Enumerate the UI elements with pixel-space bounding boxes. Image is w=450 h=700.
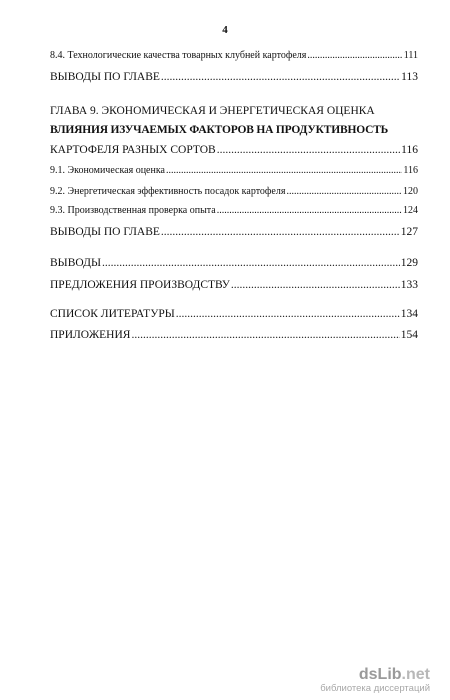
toc-leader-dots — [131, 329, 399, 341]
toc-entry-page: 129 — [400, 257, 418, 269]
toc-entry-page: 127 — [400, 226, 418, 238]
toc-entry-conclusions-ch8 — [50, 71, 418, 90]
toc-entry-9-1 — [50, 165, 418, 184]
toc-entry-appendices — [50, 329, 418, 348]
toc-entry-label: ВЫВОДЫ ПО ГЛАВЕ — [50, 226, 160, 238]
table-of-contents — [50, 50, 418, 348]
toc-entry-label: 9.2. Энергетическая эффективность посадок картофеля — [50, 186, 286, 197]
toc-leader-dots — [217, 144, 400, 156]
toc-leader-dots — [286, 186, 402, 197]
toc-entry-page: 120 — [403, 186, 418, 197]
dslib-watermark — [320, 667, 430, 694]
toc-entry-label: КАРТОФЕЛЯ РАЗНЫХ СОРТОВ — [50, 144, 216, 156]
toc-entry-label: ПРЕДЛОЖЕНИЯ ПРОИЗВОДСТВУ — [50, 279, 230, 291]
toc-entry-9-2 — [50, 186, 418, 205]
toc-entry-page: 116 — [403, 165, 418, 176]
toc-entry-page: 154 — [400, 329, 418, 341]
toc-leader-dots — [176, 308, 400, 320]
toc-leader-dots — [161, 71, 400, 83]
toc-entry-page: 134 — [400, 308, 418, 320]
toc-entry-9-3 — [50, 205, 418, 224]
chapter-9-title-line-1: ГЛАВА 9. ЭКОНОМИЧЕСКАЯ И ЭНЕРГЕТИЧЕСКАЯ ОЦЕНКА — [50, 105, 375, 117]
toc-entry-label: 8.4. Технологические качества товарных клубней картофеля — [50, 50, 307, 61]
toc-entry-label: 9.1. Экономическая оценка — [50, 165, 165, 176]
toc-entry-chapter-9 — [50, 144, 418, 163]
toc-leader-dots — [161, 226, 400, 238]
toc-entry-label: ВЫВОДЫ ПО ГЛАВЕ — [50, 71, 160, 83]
toc-entry-page: 116 — [401, 144, 418, 156]
chapter-9-title-line-2: ВЛИЯНИЯ ИЗУЧАЕМЫХ ФАКТОРОВ НА ПРОДУКТИВНОСТЬ — [50, 124, 389, 136]
watermark-brand-suffix: .net — [401, 666, 430, 683]
toc-leader-dots — [102, 257, 400, 269]
toc-leader-dots — [231, 279, 400, 291]
toc-leader-dots — [307, 50, 402, 61]
watermark-subtitle: библиотека диссертаций — [320, 683, 430, 694]
toc-leader-dots — [217, 205, 402, 216]
toc-entry-label: СПИСОК ЛИТЕРАТУРЫ — [50, 308, 175, 320]
toc-leader-dots — [166, 165, 402, 176]
toc-entry-label: ПРИЛОЖЕНИЯ — [50, 329, 131, 341]
toc-entry-conclusions — [50, 257, 418, 276]
watermark-logo — [320, 667, 430, 683]
watermark-brand-main: dsLib — [358, 666, 402, 683]
toc-entry-proposals — [50, 279, 418, 298]
toc-entry-label: 9.3. Производственная проверка опыта — [50, 205, 216, 216]
toc-entry-page: 133 — [400, 279, 418, 291]
toc-entry-conclusions-ch9 — [50, 226, 418, 245]
toc-entry-page: 111 — [403, 50, 418, 61]
toc-entry-8-4 — [50, 50, 418, 69]
page-number: 4 — [222, 24, 228, 36]
toc-entry-references — [50, 308, 418, 327]
toc-entry-page: 124 — [403, 205, 418, 216]
toc-entry-label: ВЫВОДЫ — [50, 257, 101, 269]
toc-entry-page: 113 — [401, 71, 418, 83]
